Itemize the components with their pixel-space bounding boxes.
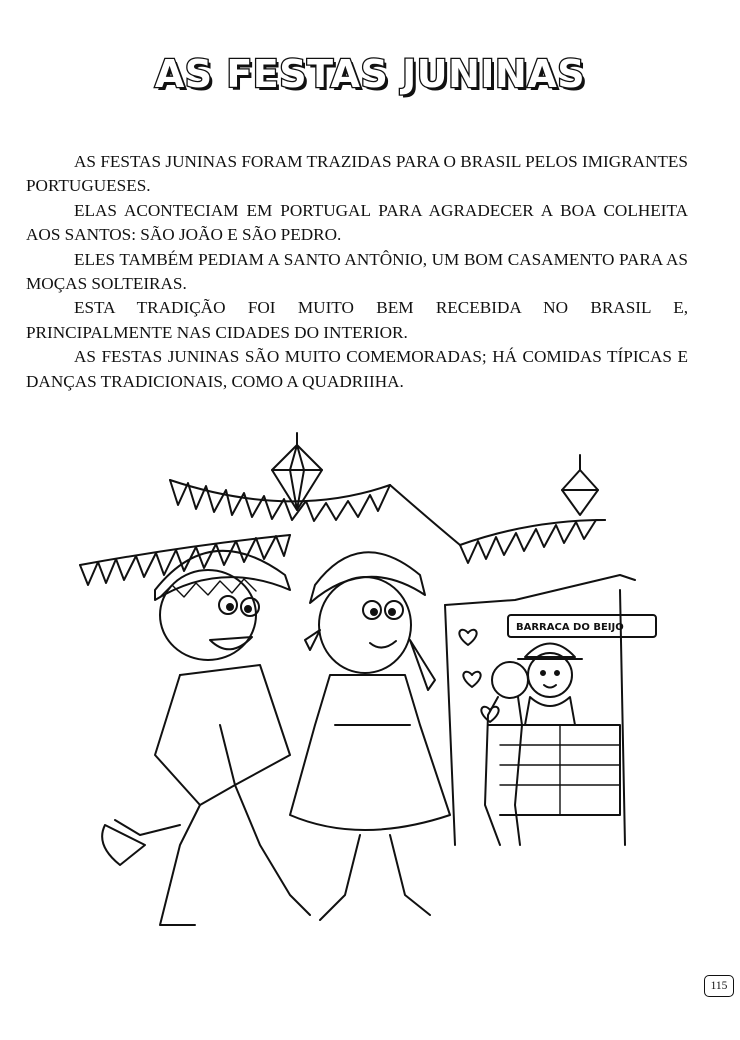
festa-junina-illustration	[60, 425, 660, 950]
boy-at-booth	[485, 662, 530, 845]
paragraph: ESTA TRADIÇÃO FOI MUITO BEM RECEBIDA NO BRASIL E, PRINCIPALMENTE NAS CIDADES DO INTERIOR.	[26, 298, 688, 342]
paragraph: AS FESTAS JUNINAS SÃO MUITO COMEMORADAS; HÁ COMIDAS TÍPICAS E DANÇAS TRADICIONAIS, COMO A QUADRIIHA.	[26, 347, 688, 391]
bunting-flags	[80, 480, 605, 585]
heart-icon	[463, 672, 480, 687]
page-title	[0, 52, 740, 96]
heart-icon	[459, 630, 476, 645]
paper-lantern	[562, 455, 598, 515]
title-text: AS FESTAS JUNINAS	[154, 52, 586, 96]
paper-lantern	[272, 433, 322, 510]
paragraph: AS FESTAS JUNINAS FORAM TRAZIDAS PARA O BRASIL PELOS IMIGRANTES PORTUGUESES.	[26, 152, 688, 196]
kissing-booth	[445, 575, 656, 845]
heart-icon	[481, 707, 498, 722]
dancing-boy	[102, 551, 310, 925]
dancing-girl	[290, 552, 450, 920]
body-text	[26, 150, 688, 394]
page-number: 115	[704, 975, 734, 997]
booth-sign: BARRACA DO BEIJO	[516, 622, 624, 633]
paragraph: ELAS ACONTECIAM EM PORTUGAL PARA AGRADECER A BOA COLHEITA AOS SANTOS: SÃO JOÃO E SÃO PEDRO.	[26, 200, 688, 245]
paragraph: ELES TAMBÉM PEDIAM A SANTO ANTÔNIO, UM BOM CASAMENTO PARA AS MOÇAS SOLTEIRAS.	[26, 249, 688, 294]
